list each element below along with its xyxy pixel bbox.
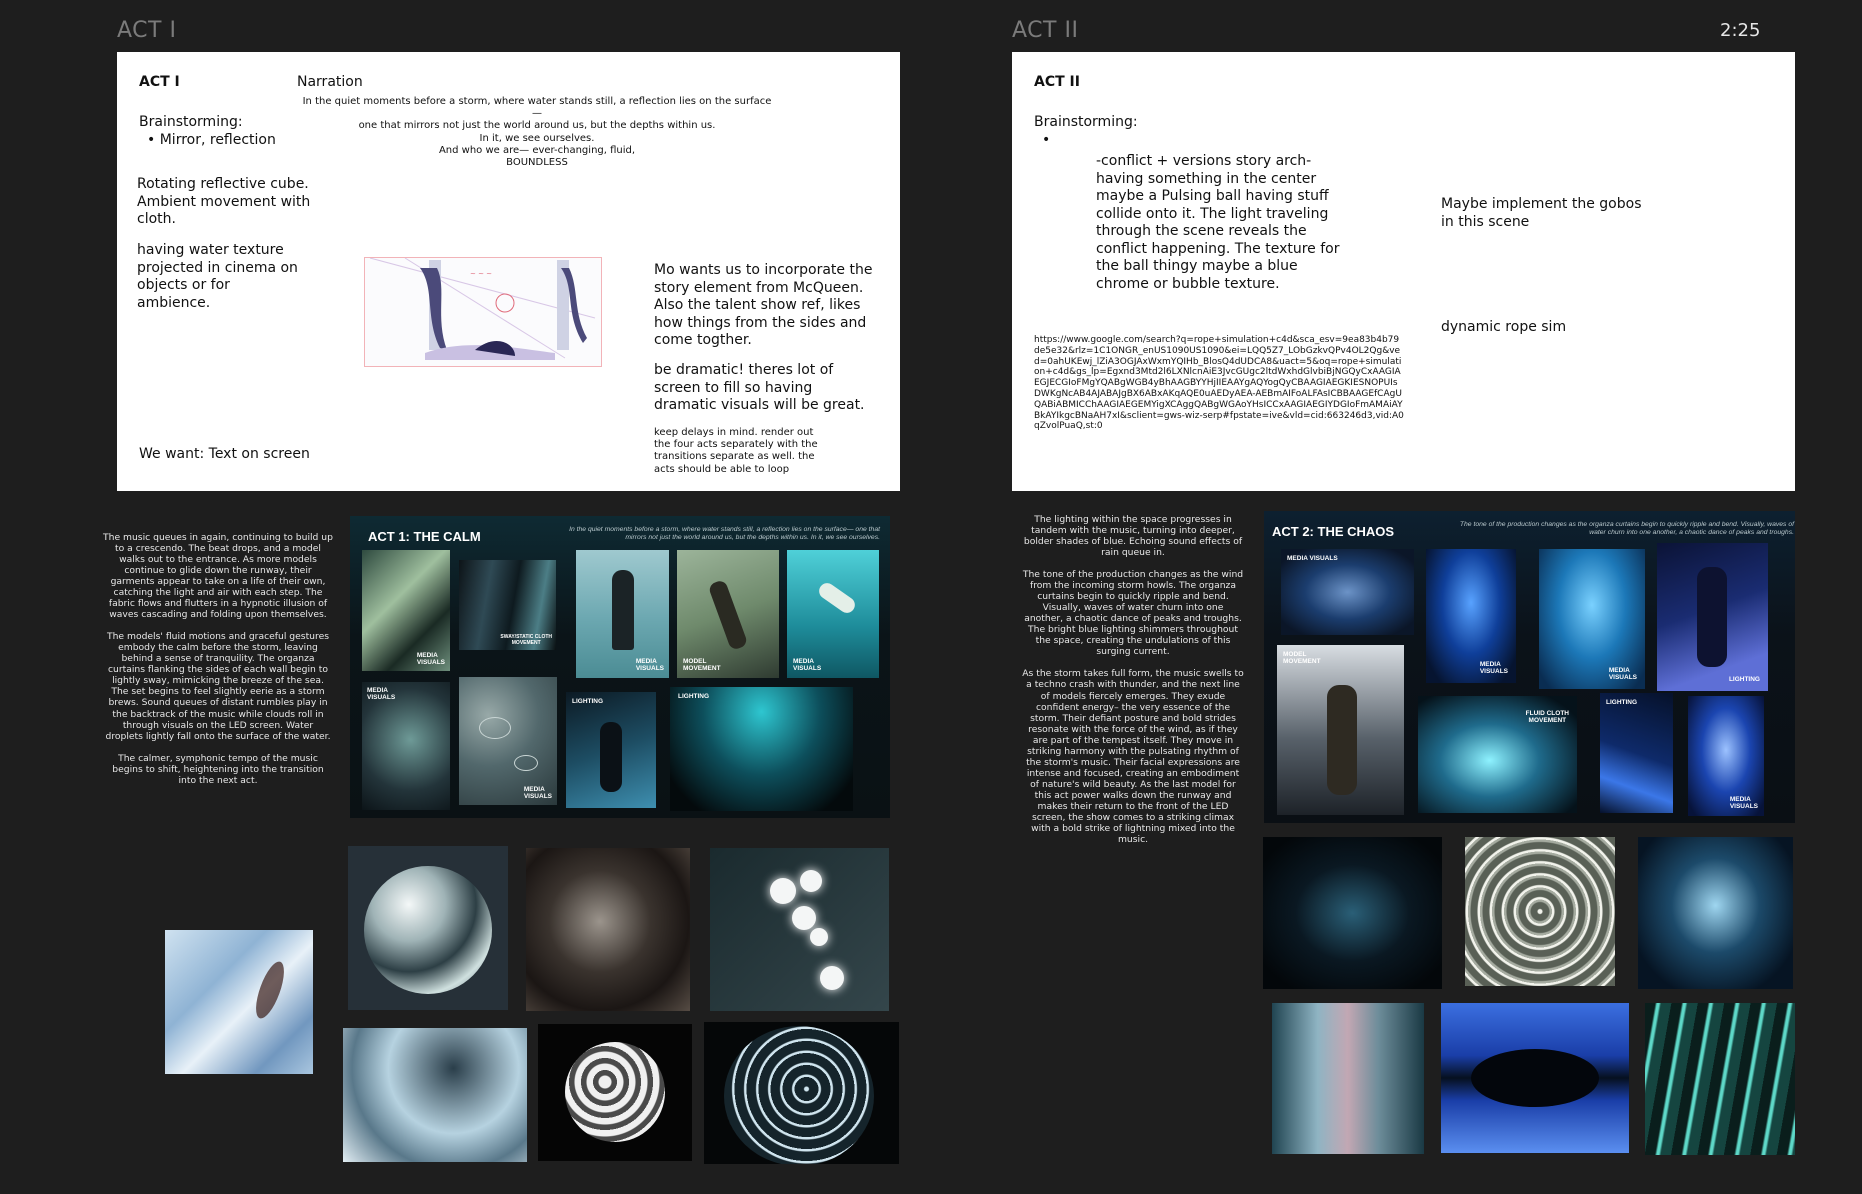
tile-label: LIGHTING	[1606, 699, 1638, 706]
act1-tile-underwater[interactable]	[787, 550, 879, 678]
act1-texture-silk	[165, 930, 313, 1074]
act1-tile-lighting-model[interactable]	[566, 692, 656, 808]
tile-label: MEDIA VISUALS	[367, 687, 396, 702]
act1-board-quote: In the quiet moments before a storm, where water stands still, a reflection lies on the surface— one that mirrors not just the world around us, but the depths within us. In it, we see ourselves.	[569, 526, 880, 542]
bullet-text: Mirror, reflection	[159, 132, 276, 148]
ripple-shape	[514, 755, 538, 771]
void-shape	[1471, 1049, 1599, 1107]
act1-texture-figure-water	[343, 1028, 527, 1162]
bubble-shape	[770, 878, 796, 904]
tile-label: MEDIA VISUALS	[416, 651, 445, 666]
bullet-dot: •	[1042, 132, 1051, 148]
narration-text	[297, 96, 777, 169]
note-water: having water texture projected in cinema on objects or for ambience.	[137, 242, 298, 311]
act1-header: ACT I	[117, 18, 177, 43]
act1-frame[interactable]	[117, 52, 900, 491]
act2-texture-blue-foam	[1441, 1003, 1629, 1153]
note-want: We want: Text on screen	[139, 446, 310, 462]
act2-header: ACT II	[1012, 18, 1079, 43]
act2-texture-vortex	[1272, 1003, 1424, 1154]
tile-label: MEDIA VISUALS	[1608, 666, 1637, 681]
tile-label: MEDIA VISUALS	[1729, 795, 1758, 810]
act2-tile-fluid-cloth[interactable]	[1418, 696, 1577, 813]
tile-label: MODEL MOVEMENT	[683, 657, 721, 672]
ripple-shape	[724, 1026, 874, 1164]
act2-frame-title: ACT II	[1034, 74, 1080, 90]
act2-brainstorm-bullet	[1042, 132, 1050, 150]
tile-label: MODEL MOVEMENT	[1283, 651, 1321, 666]
figure-shape	[612, 570, 634, 650]
act1-texture-marble-sphere	[538, 1024, 692, 1161]
note-conflict: -conflict + versions story arch- having something in the center maybe a Pulsing ball having stuff collide onto it. The light traveling through the scene reveals the conflict happening. The texture for the ball thingy maybe a blue chrome or bubble texture.	[1096, 153, 1340, 292]
act2-tile-lighting-model[interactable]	[1657, 543, 1768, 691]
narration-line: In it, we see ourselves.	[479, 132, 595, 144]
act2-board-quote: The tone of the production changes as the organza curtains begin to quickly ripple and bend. Visually, waves of water churn into one another, a chaotic dance of peaks and troughs.	[1459, 521, 1794, 537]
note-mo: Mo wants us to incorporate the story element from McQueen. Also the talent show ref, likes how things from the sides and come togther.	[654, 262, 873, 348]
act1-texture-chrome-orb	[348, 846, 508, 1010]
tile-label: MEDIA VISUALS	[635, 657, 664, 672]
narration-label: Narration	[297, 74, 363, 90]
note-cube: Rotating reflective cube. Ambient movement with cloth.	[137, 176, 311, 227]
act1-board-title: ACT 1: THE CALM	[368, 529, 481, 544]
act2-tile-model-movement[interactable]	[1277, 645, 1404, 815]
act1-brainstorming-label: Brainstorming:	[139, 114, 243, 130]
narration-line: In the quiet moments before a storm, where water stands still, a reflection lies on the surface —	[302, 96, 772, 120]
act1-texture-ripple	[704, 1022, 899, 1164]
note-gobos: Maybe implement the gobos in this scene	[1441, 196, 1642, 230]
narration-line: BOUNDLESS	[506, 156, 568, 168]
act2-texture-caustic-blue	[1638, 837, 1793, 989]
tile-label: MEDIA VISUALS	[523, 785, 552, 800]
act2-texture-particles	[1263, 837, 1442, 989]
bubble-shape	[820, 966, 844, 990]
act2-board-title: ACT 2: THE CHAOS	[1272, 524, 1395, 539]
act2-tile-figure[interactable]	[1539, 549, 1645, 689]
act1-tile-stage-lighting[interactable]	[670, 687, 853, 811]
tile-label: LIGHTING	[1728, 675, 1760, 683]
act2-frame[interactable]	[1012, 52, 1795, 491]
figure-shape	[600, 722, 622, 792]
act1-description: The music queues in again, continuing to build up to a crescendo. The beat drops, and a model walks out to the entrance. As more models continue to glide down the runway, their garments appear to take on a life of their own, catching the light and air with each step. The fabric flows and flutters in a hypnotic illusion of waves cascading and folding upon themselves. The models' fluid motions and graceful gestures embody the calm before the storm, leaving behind a sense of tranquility. The organza curtains flanking the sides of each wall begin to lightly sway, mimicking the breeze of the sea. The set begins to feel slightly eerie as a storm brews. Sound queues of distant rumbles play in the backtrack of the music while clouds roll in through visuals on the LED screen. Water droplets lightly fall onto the surface of the water. The calmer, symphonic tempo of the music begins to shift, heightening into the transition into the next act.	[103, 532, 333, 786]
narration-line: And who we are— ever-changing, fluid,	[438, 144, 636, 156]
act1-tile-model-movement[interactable]	[677, 550, 779, 678]
act2-tile-media[interactable]	[1281, 549, 1414, 635]
act1-tile-cloth[interactable]	[459, 560, 556, 650]
act1-tile-model-water[interactable]	[576, 550, 669, 678]
act2-moodboard[interactable]	[1264, 511, 1795, 823]
bubble-shape	[810, 928, 828, 946]
orb-shape	[364, 866, 492, 994]
figure-shape	[708, 579, 749, 651]
narration-line: one that mirrors not just the world around us, but the depths within us.	[358, 120, 716, 132]
act2-brainstorming-label: Brainstorming:	[1034, 114, 1138, 130]
tile-label: FLUID CLOTH MOVEMENT	[1525, 710, 1569, 725]
act1-tile-ghost[interactable]	[362, 682, 450, 810]
act1-brainstorm-bullet	[147, 132, 276, 150]
act2-tile-lighting[interactable]	[1600, 693, 1673, 813]
act2-texture-teal-waves	[1645, 1003, 1795, 1155]
sphere-shape	[565, 1042, 665, 1142]
act2-tile-media-visuals[interactable]	[1688, 696, 1764, 816]
tile-label: LIGHTING	[678, 693, 710, 700]
figure-shape	[816, 580, 858, 616]
reference-url[interactable]: https://www.google.com/search?q=rope+simulation+c4d&sca_esv=9ea83b4b79de5e32&rlz=1C1ONGR_enUS1090US1090&ei=LQQ5Z7_LObGzkvQPv4OL2Qg&ved=0ahUKEwj_lZiA3OGJAxWxmYQIHb_BlosQ4dUDCA8&uact=5&oq=rope+simulation+c4d&gs_lp=Egxnd3Mtd2l6LXNlcnAiE3JvcGUgc2ltdWxhdGlvbiBjNGQyCxAAGIAEGJECGIoFMgYQABgWGB4yBhAAGBYYHjIIEAAYgAQYogQyCBAAGIAEGKIESNOPUIsDWKgNcAB4AJABAJgBX6ABxAKqAQE0uAEDyAEA-AEBmAIFoALFAsICBBAAGEfCAgUQABiABMICChAAGIAEGEMYigXCAggQABgWGAoYHsICCxAAGIAEGIYDGIoFmAMAiAYBkAYIkgcBNaAH7xI&sclient=gws-wiz-serp#fpstate=ive&vld=cid:663246d3,vid:A0qZvolPuaQ,st:0	[1034, 335, 1404, 432]
note-rope: dynamic rope sim	[1441, 319, 1567, 335]
act1-tile-rain[interactable]	[459, 677, 557, 805]
act2-texture-swirl	[1465, 837, 1615, 986]
act2-tile-smoke[interactable]	[1426, 549, 1516, 683]
timer: 2:25	[1720, 20, 1761, 41]
bubble-shape	[792, 906, 816, 930]
act1-moodboard[interactable]	[350, 516, 890, 818]
tile-label: SWAY/STATIC CLOTH MOVEMENT	[500, 634, 552, 646]
tile-label: LIGHTING	[572, 698, 604, 705]
bubble-shape	[800, 870, 822, 892]
fold-shape	[250, 958, 289, 1021]
figure-shape	[1327, 685, 1357, 795]
svg-text:~ ~ ~: ~ ~ ~	[470, 270, 493, 278]
sketch-image	[364, 257, 602, 367]
act1-frame-title: ACT I	[139, 74, 180, 90]
figure-shape	[1697, 567, 1727, 667]
note-dramatic: be dramatic! theres lot of screen to fill so having dramatic visuals will be great.	[654, 362, 865, 413]
ripple-shape	[479, 717, 511, 739]
tile-label: MEDIA VISUALS	[1479, 660, 1508, 675]
act1-texture-caustic	[526, 848, 690, 1011]
note-delays: keep delays in mind. render out the four acts separately with the transitions separate as well. the acts should be able to loop	[654, 427, 818, 475]
tile-label: MEDIA VISUALS	[793, 657, 822, 672]
tile-label: MEDIA VISUALS	[1287, 555, 1338, 562]
act2-description: The lighting within the space progresses in tandem with the music, turning into deeper, bolder shades of blue. Echoing sound effects of rain queue in. The tone of the production changes as the wind from the incoming storm howls. The organza curtains begin to quickly ripple and bend. Visually, waves of water churn into one another, a chaotic dance of peaks and troughs. The bright blue lighting shimmers throughout the space, creating the undulations of this surging current. As the storm takes full form, the music swells to a techno crash with thunder, and the next line of models fiercely emerges. They exude confident energy– the very essence of the storm. Their defiant posture and bold strides resonate with the force of the wind, as if they are part of the tempest itself. They move in striking harmony with the pulsating rhythm of the storm's music. Their facial expressions are intense and focused, creating an embodiment of nature's wild beauty. As the last model for this act power walks down the runway and makes their return to the front of the LED screen, the show comes to a striking climax with a bold strike of lightning mixed into the music.	[1022, 514, 1244, 845]
act1-tile-water[interactable]	[362, 550, 450, 671]
act1-texture-bubbles	[710, 848, 889, 1011]
bullet-dot: •	[147, 132, 160, 148]
